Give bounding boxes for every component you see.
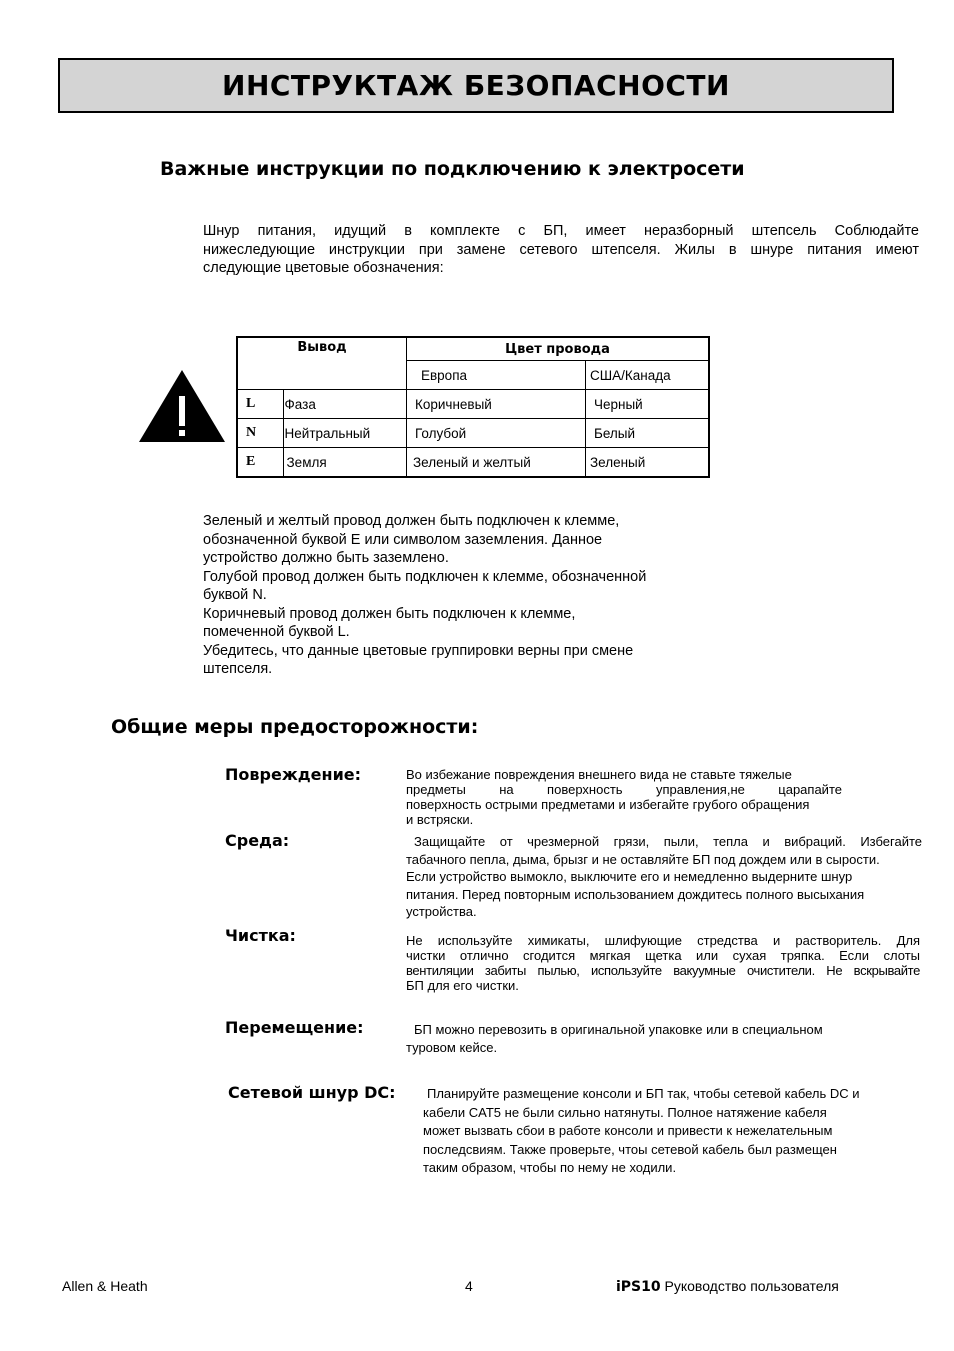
note-line: Зеленый и желтый провод должен быть подключен к клемме, — [203, 513, 620, 529]
text-line: БП можно перевозить в оригинальной упаковке или в специальном — [414, 1022, 823, 1037]
intro-paragraph — [203, 222, 919, 278]
precaution-label-environment: Среда: — [225, 831, 290, 850]
row-name: Фаза — [283, 390, 406, 419]
table-row — [237, 419, 709, 448]
row-symbol: E — [237, 448, 283, 478]
footer-doc-title — [616, 1278, 839, 1295]
precaution-label-transport: Перемещение: — [225, 1018, 364, 1037]
footer-doc: Руководство пользователя — [664, 1278, 839, 1294]
note-line: Убедитесь, что данные цветовые группировки верны при смене — [203, 642, 634, 659]
row-usa: Белый — [586, 419, 710, 448]
table-row — [237, 390, 709, 419]
text-line: вентиляции забиты пылью, используйте вакуумные очистители. Не вскрывайте — [406, 963, 920, 978]
text-line: поверхность острыми предметами и избегайте грубого обращения — [406, 797, 810, 812]
text-line: БП для его чистки. — [406, 978, 519, 993]
intro-line: Шнур питания, идущий в комплекте с БП, имеет неразборный штепсель Соблюдайте — [203, 223, 919, 239]
text-line: Не используйте химикаты, шлифующие стредства и растворитель. Для — [406, 933, 920, 948]
text-line: табачного пепла, дыма, брызг и не оставляйте БП под дождем или в сырости. — [406, 851, 880, 867]
precaution-label-cleaning: Чистка: — [225, 926, 296, 945]
row-europe: Коричневый — [407, 390, 586, 419]
text-line: предметы на поверхность управления,не царапайте — [406, 782, 842, 797]
note-line: Коричневый провод должен быть подключен к клемме, — [203, 605, 576, 622]
col-header-output: Вывод — [237, 337, 407, 390]
page-title: ИНСТРУКТАЖ БЕЗОПАСНОСТИ — [222, 69, 730, 102]
text-line: питания. Перед повторным использованием дождитесь полного высыхания — [406, 886, 865, 902]
text-line: Если устройство вымокло, выключите его и немедленно выдерните шнур — [406, 869, 853, 884]
intro-line: нижеследующие инструкции при замене сетевого штепселя. Жилы в шнуре питания имеют — [203, 241, 919, 258]
note-line: устройство должно быть заземлено. — [203, 550, 449, 566]
precaution-text-transport — [406, 1021, 896, 1057]
text-line: туровом кейсе. — [406, 1040, 498, 1055]
text-line: устройства. — [406, 904, 477, 919]
text-line: таким образом, чтобы по нему не ходили. — [423, 1160, 677, 1175]
text-line: последсвиям. Также проверьте, чтоы сетевой кабель был размещен — [423, 1141, 837, 1157]
section-heading-precautions: Общие меры предосторожности: — [111, 716, 479, 738]
note-line: штепселя. — [203, 661, 273, 677]
precaution-text-dc-cord — [423, 1085, 923, 1178]
row-name: Земля — [283, 448, 406, 478]
text-line: чистки отлично сгодится мягкая щетка или сухая тряпка. Если слоты — [406, 948, 920, 963]
row-europe: Зеленый и желтый — [407, 448, 586, 478]
text-line: и встряски. — [406, 812, 474, 827]
precaution-text-environment — [406, 833, 922, 921]
precaution-label-damage: Повреждение: — [225, 765, 362, 784]
row-usa: Зеленый — [586, 448, 710, 478]
note-line: помеченной буквой L. — [203, 624, 350, 640]
text-line: Во избежание повреждения внешнего вида не ставьте тяжелые — [406, 767, 792, 782]
precaution-text-cleaning — [406, 933, 920, 993]
col-header-color: Цвет провода — [407, 337, 710, 361]
title-banner — [58, 58, 894, 113]
footer-product: iPS10 — [616, 1279, 661, 1295]
footer-company: Allen & Heath — [62, 1278, 148, 1294]
section-heading-power: Важные инструкции по подключению к электросети — [160, 158, 745, 180]
note-line: буквой N. — [203, 587, 267, 603]
text-line: может вызвать сбои в работе консоли и привести к нежелательным — [423, 1123, 833, 1138]
note-line: Голубой провод должен быть подключен к клемме, обозначенной — [203, 568, 647, 585]
row-europe: Голубой — [407, 419, 586, 448]
text-line: Защищайте от чрезмерной грязи, пыли, тепла и вибраций. Избегайте — [414, 834, 922, 849]
precaution-text-damage — [406, 767, 842, 827]
note-line: обозначенной буквой E или символом заземления. Данное — [203, 531, 603, 548]
table-row — [237, 448, 709, 478]
col-header-europe: Европа — [407, 361, 586, 390]
row-symbol: L — [237, 390, 283, 419]
text-line: Планируйте размещение консоли и БП так, чтобы сетевой кабель DC и — [427, 1086, 860, 1101]
intro-line: следующие цветовые обозначения: — [203, 260, 444, 276]
text-line: кабели CAT5 не были сильно натянуты. Полное натяжение кабеля — [423, 1104, 827, 1120]
row-name: Нейтральный — [283, 419, 406, 448]
wire-color-table — [236, 336, 710, 478]
col-header-usa: США/Канада — [586, 361, 710, 390]
precaution-label-dc-cord: Сетевой шнур DC: — [228, 1083, 396, 1102]
row-symbol: N — [237, 419, 283, 448]
wiring-notes — [203, 512, 723, 679]
exclamation-triangle-icon — [137, 368, 227, 444]
row-usa: Черный — [586, 390, 710, 419]
footer-page-number: 4 — [465, 1278, 473, 1294]
